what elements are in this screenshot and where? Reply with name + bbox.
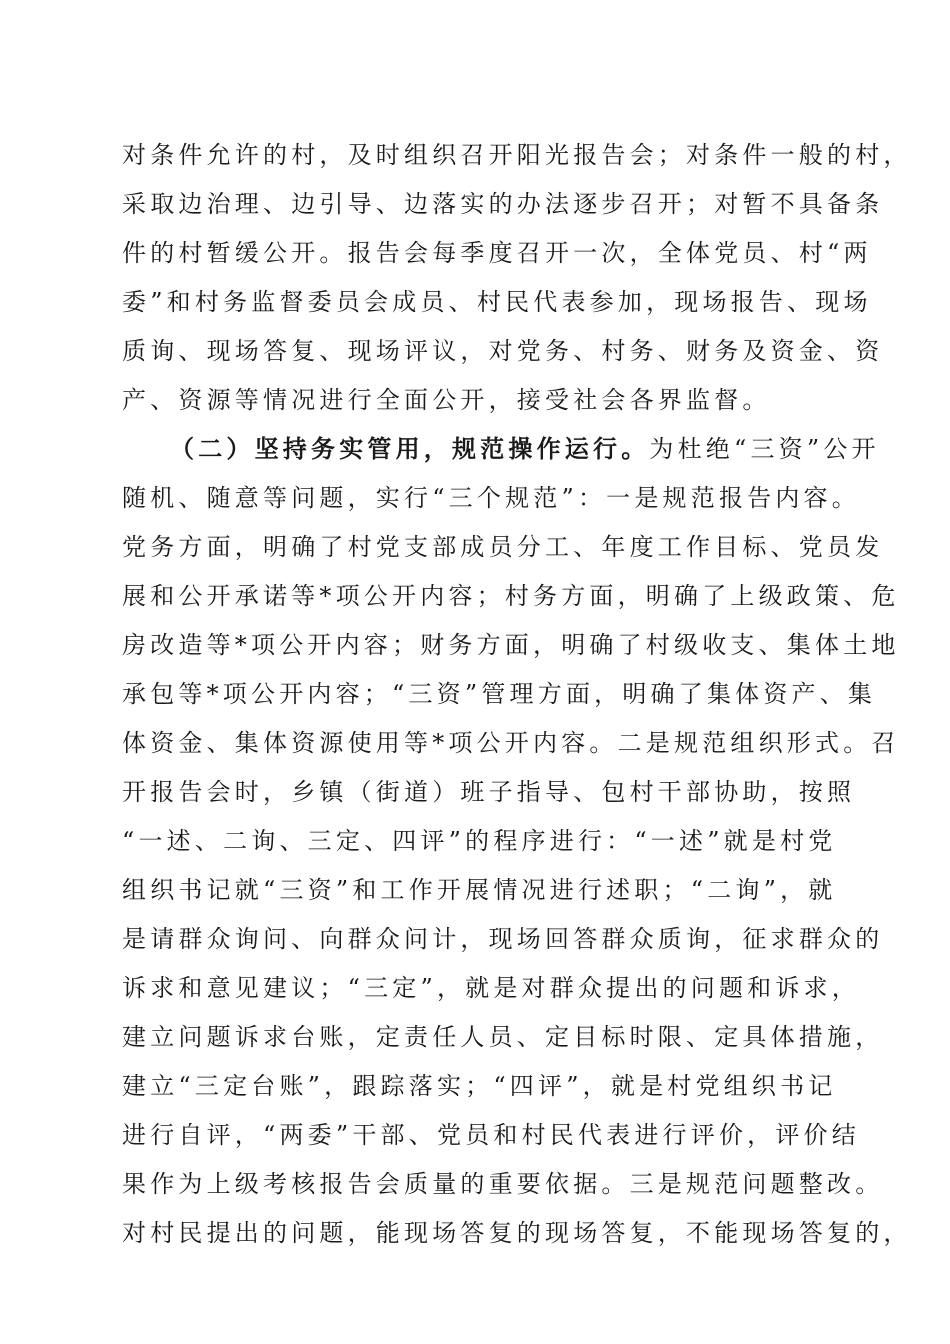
text-line: 诉求和意见建议；“三定”，就是对群众提出的问题和诉求，	[122, 974, 860, 1002]
text-line: 党务方面，明确了村党支部成员分工、年度工作目标、党员发	[122, 533, 884, 561]
text-line: 组织书记就“三资”和工作开展情况进行述职；“二询”，就	[122, 876, 837, 904]
text-line: 房改造等*项公开内容；财务方面，明确了村级收支、集体土地	[122, 631, 900, 659]
text-line: 开报告会时，乡镇（街道）班子指导、包村干部协助，按照	[122, 778, 856, 806]
text-line: 采取边治理、边引导、边落实的办法逐步召开；对暂不具备条	[122, 190, 884, 218]
text-line: 承包等*项公开内容；“三资”管理方面，明确了集体资产、集	[122, 680, 877, 708]
text-line: 建立“三定台账”，跟踪落实；“四评”，就是村党组织书记	[122, 1072, 837, 1100]
text-line: 委”和村务监督委员会成员、村民代表参加，现场报告、现场	[122, 288, 872, 316]
text-line: 件的村暂缓公开。报告会每季度召开一次，全体党员、村“两	[122, 239, 872, 267]
text-line: 展和公开承诺等*项公开内容；村务方面，明确了上级政策、危	[122, 582, 900, 610]
text-line: 体资金、集体资源使用等*项公开内容。二是规范组织形式。召	[122, 729, 900, 757]
text-line: “一述、二询、三定、四评”的程序进行：“一述”就是村党	[122, 827, 837, 855]
text-line: 质询、现场答复、现场评议，对党务、村务、财务及资金、资	[122, 337, 884, 365]
text-line: 果作为上级考核报告会质量的重要依据。三是规范问题整改。	[122, 1170, 884, 1198]
section-heading-continuation: 为杜绝“三资”公开	[649, 435, 880, 463]
section-heading: （二）坚持务实管用，规范操作运行。	[170, 434, 650, 463]
text-line: 建立问题诉求台账，定责任人员、定目标时限、定具体措施，	[122, 1023, 884, 1051]
text-line: 进行自评，“两委”干部、党员和村民代表进行评价，评价结	[122, 1121, 860, 1149]
text-line: 是请群众询问、向群众问计，现场回答群众质询，征求群众的	[122, 925, 884, 953]
text-line: 产、资源等情况进行全面公开，接受社会各界监督。	[122, 386, 771, 414]
text-line: 对村民提出的问题，能现场答复的现场答复，不能现场答复的，	[122, 1219, 912, 1247]
text-line: 随机、随意等问题，实行“三个规范”：一是规范报告内容。	[122, 484, 860, 512]
section-heading-line	[170, 425, 880, 473]
text-line: 对条件允许的村，及时组织召开阳光报告会；对条件一般的村，	[122, 141, 912, 169]
